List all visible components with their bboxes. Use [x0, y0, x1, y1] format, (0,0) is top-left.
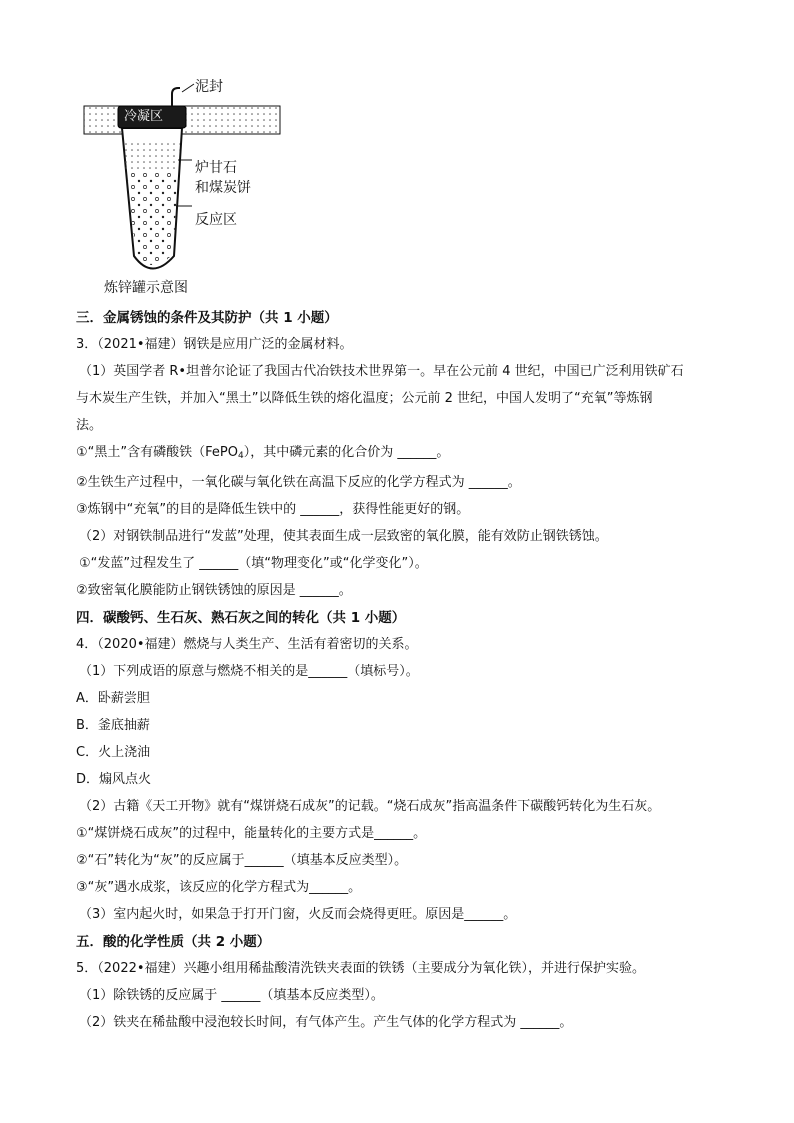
q3-sub1-after: ），其中磷元素的化合价为 ______。	[243, 445, 450, 460]
q3-part1-line3: 法。	[76, 418, 103, 433]
q4-part3: （3）室内起火时，如果急于打开门窗，火反而会烧得更旺。原因是______。	[79, 907, 517, 922]
q4-sub2: ②“石”转化为“灰”的反应属于______（填基本反应类型）。	[76, 853, 408, 868]
q3-part1-line2: 与木炭生产生铁，并加入“黑土”以降低生铁的熔化温度；公元前 2 世纪，中国人发明了“充氧”等炼钢	[76, 391, 653, 406]
q4-stem: 4．（2020•福建）燃烧与人类生产、生活有着密切的关系。	[76, 637, 418, 652]
q3-sub2: ②生铁生产过程中，一氧化碳与氧化铁在高温下反应的化学方程式为 ______。	[76, 475, 521, 490]
q4-part2: （2）古籍《天工开物》就有“煤饼烧石成灰”的记载。“烧石成灰”指高温条件下碳酸钙转化为生石灰。	[79, 799, 661, 814]
q4-option-a: A．卧薪尝胆	[76, 691, 150, 706]
section-title-4: 四．碳酸钙、生石灰、熟石灰之间的转化（共 1 小题）	[76, 610, 406, 626]
q3-sub1-before: ①“黑土”含有磷酸铁（FePO	[76, 445, 238, 460]
section-title-5: 五．酸的化学性质（共 2 小题）	[76, 934, 271, 950]
q3-sub1	[76, 444, 449, 465]
q5-stem: 5．（2022•福建）兴趣小组用稀盐酸清洗铁夹表面的铁锈（主要成分为氧化铁），并进行保护实验。	[76, 961, 646, 976]
label-charge-2: 和煤炭饼	[195, 180, 251, 196]
q4-option-c: C．火上浇油	[76, 745, 151, 760]
seal-plate-right	[180, 106, 280, 134]
q4-part1: （1）下列成语的原意与燃烧不相关的是______（填标号）。	[79, 664, 419, 679]
label-condense: 冷凝区	[124, 109, 164, 124]
q3-stem: 3．（2021•福建）钢铁是应用广泛的金属材料。	[76, 337, 353, 352]
zinc-pot-diagram	[82, 76, 282, 286]
q4-option-d: D．煽风点火	[76, 772, 152, 787]
pipe	[172, 88, 180, 106]
q3-part2: （2）对钢铁制品进行“发蓝”处理，使其表面生成一层致密的氧化膜，能有效防止钢铁锈蚀。	[79, 529, 608, 544]
figure-caption: 炼锌罐示意图	[104, 280, 188, 296]
q3-sub1-subscript: 4	[237, 451, 244, 461]
q5-part1: （1）除铁锈的反应属于 ______（填基本反应类型）。	[79, 988, 384, 1003]
q4-option-b: B．釜底抽薪	[76, 718, 150, 733]
section-title-3: 三．金属锈蚀的条件及其防护（共 1 小题）	[76, 310, 338, 326]
label-charge-1: 炉甘石	[195, 160, 237, 176]
label-seal: 泥封	[195, 79, 223, 95]
q4-sub1: ①“煤饼烧石成灰”的过程中，能量转化的主要方式是______。	[76, 826, 427, 841]
q4-sub3: ③“灰”遇水成浆，该反应的化学方程式为______。	[76, 880, 362, 895]
zinc-pot-figure	[82, 76, 282, 301]
label-reaction: 反应区	[195, 212, 237, 228]
q5-part2: （2）铁夹在稀盐酸中浸泡较长时间，有气体产生。产生气体的化学方程式为 ______。	[79, 1015, 573, 1030]
q3-part1-line1: （1）英国学者 R•坦普尔论证了我国古代冶铁技术世界第一。早在公元前 4 世纪，中国已广泛利用铁矿石	[79, 364, 684, 379]
q3-sub3: ③炼钢中“充氧”的目的是降低生铁中的 ______，获得性能更好的钢。	[76, 502, 470, 517]
charge-upper	[124, 142, 180, 172]
q3-sub4: ①“发蓝”过程发生了 ______（填“物理变化”或“化学变化”）。	[79, 556, 428, 571]
q3-sub5: ②致密氧化膜能防止钢铁锈蚀的原因是 ______。	[76, 583, 352, 598]
